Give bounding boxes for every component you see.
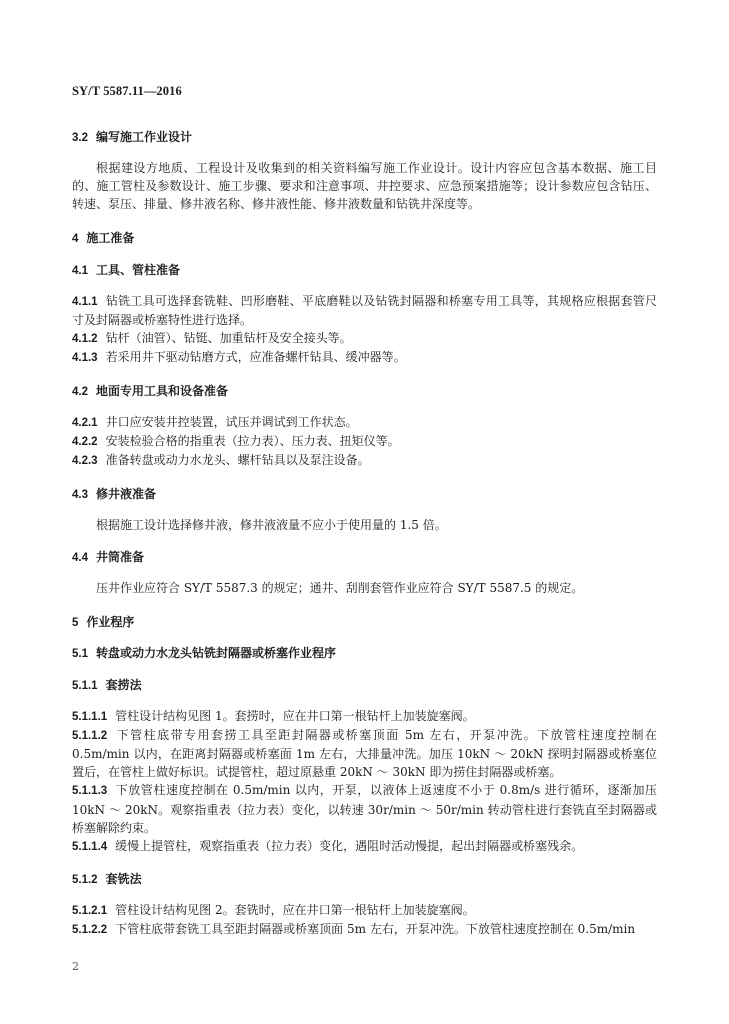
standard-header: SY/T 5587.11—2016 xyxy=(72,84,182,98)
clause-text: 管柱设计结构见图 1。套捞时，应在井口第一根钻杆上加装旋塞阀。 xyxy=(115,708,475,723)
page-number: 2 xyxy=(72,960,79,973)
section-heading xyxy=(72,548,657,567)
section-number: 5.1.1 xyxy=(72,679,98,692)
section-heading xyxy=(72,382,657,401)
section-heading xyxy=(72,870,657,889)
paragraph: 根据施工设计选择修井液，修井液液量不应小于使用量的 1.5 倍。 xyxy=(96,517,447,532)
clause-text: 下管柱底带套铣工具至距封隔器或桥塞顶面 5m 左右，开泵冲洗。下放管柱速度控制在 0.5m/min xyxy=(115,922,636,937)
section-number: 4.4 xyxy=(72,551,88,564)
section-title: 作业程序 xyxy=(86,615,135,629)
section-title: 井筒准备 xyxy=(96,549,145,564)
clause xyxy=(72,413,657,432)
section-title: 编写施工作业设计 xyxy=(96,130,193,144)
clause xyxy=(72,920,657,939)
section-heading xyxy=(72,485,657,504)
section-heading xyxy=(72,261,657,280)
section-title: 套捞法 xyxy=(105,677,142,692)
clause-number: 4.1.2 xyxy=(72,333,98,345)
clause-number: 5.1.1.2 xyxy=(72,730,108,742)
clause-text: 准备转盘或动力水龙头、螺杆钻具以及泵注设备。 xyxy=(105,453,370,468)
section-title: 修井液准备 xyxy=(96,486,157,501)
clause xyxy=(72,348,657,367)
clause-text: 若采用井下驱动钻磨方式，应准备螺杆钻具、缓冲器等。 xyxy=(105,350,406,365)
section-title: 工具、管柱准备 xyxy=(96,262,181,277)
clause xyxy=(72,432,657,451)
section-number: 3.2 xyxy=(72,132,88,144)
section-title: 施工准备 xyxy=(86,231,135,246)
clause-text: 下放管柱速度控制在 0.5m/min 以内，开泵，以液体上返速度不小于 0.8m/s 进行循环，逐渐加压 10kN ～ 20kN。观察指重表（拉力表）变化，以转速 30r/min ～ 50r/min 转动管柱进行套铣直至封隔器或桥塞解除约束。 xyxy=(72,783,657,835)
clause-text: 缓慢上提管柱，观察指重表（拉力表）变化，遇阻时活动慢提，起出封隔器或桥塞残余。 xyxy=(115,838,584,853)
section-number: 4.3 xyxy=(72,488,88,501)
section-heading xyxy=(72,128,657,147)
section-number: 4 xyxy=(72,233,79,246)
section-number: 4.2 xyxy=(72,385,88,398)
section-title: 转盘或动力水龙头钻铣封隔器或桥塞作业程序 xyxy=(96,646,337,661)
section-number: 5.1.2 xyxy=(72,873,98,886)
clause xyxy=(72,726,657,781)
clause-number: 5.1.1.1 xyxy=(72,710,108,723)
clause xyxy=(72,451,657,470)
clause xyxy=(72,837,657,856)
clause-text: 钻铣工具可选择套铣鞋、凹形磨鞋、平底磨鞋以及钻铣封隔器和桥塞专用工具等，其规格应根据套管尺寸及封隔器或桥塞特性进行选择。 xyxy=(72,293,657,327)
section-title: 地面专用工具和设备准备 xyxy=(96,383,229,398)
clause-number: 4.1.1 xyxy=(72,295,98,308)
clause-number: 4.2.2 xyxy=(72,436,98,448)
paragraph: 根据建设方地质、工程设计及收集到的相关资料编写施工作业设计。设计内容应包含基本数据、施工目的、施工管柱及参数设计、施工步骤、要求和注意事项、井控要求、应急预案措施等；设计参数应包含钻压、转速、泵压、排量、修井液名称、修井液性能、修井液数量和钻铣井深度等。 xyxy=(72,161,657,212)
clause xyxy=(72,292,657,329)
clause-text: 钻杆（油管）、钻铤、加重钻杆及安全接头等。 xyxy=(105,331,352,345)
section-heading xyxy=(72,676,657,695)
document-body xyxy=(72,112,657,940)
section-heading xyxy=(72,229,657,248)
clause-number: 5.1.1.3 xyxy=(72,785,108,798)
clause-number: 5.1.1.4 xyxy=(72,840,108,853)
clause-number: 5.1.2.1 xyxy=(72,905,108,917)
clause xyxy=(72,901,657,920)
clause xyxy=(72,781,657,836)
section-number: 4.1 xyxy=(72,264,88,277)
section-number: 5 xyxy=(72,617,79,629)
clause-number: 4.2.1 xyxy=(72,416,98,429)
clause xyxy=(72,707,657,726)
section-number: 5.1 xyxy=(72,648,88,661)
clause-text: 井口应安装井控装置，试压并调试到工作状态。 xyxy=(105,414,358,429)
clause-text: 下管柱底带专用套捞工具至距封隔器或桥塞顶面 5m 左右，开泵冲洗。下放管柱速度控制在 0.5m/min 以内，在距离封隔器或桥塞面 1m 左右，大排量冲洗。加压 10kN ～ 20kN 探明封隔器或桥塞位置后，在管柱上做好标识。试提管柱，超过原悬重 20kN ～ 30kN 即为捞住封隔器或桥塞。 xyxy=(72,728,657,780)
section-title: 套铣法 xyxy=(105,871,142,886)
clause xyxy=(72,329,657,348)
clause-text: 安装检验合格的指重表（拉力表）、压力表、扭矩仪等。 xyxy=(105,434,400,448)
clause-number: 4.1.3 xyxy=(72,352,98,365)
paragraph: 压井作业应符合 SY/T 5587.3 的规定；通井、刮削套管作业应符合 SY/T 5587.5 的规定。 xyxy=(96,581,584,595)
clause-number: 5.1.2.2 xyxy=(72,924,108,937)
section-heading xyxy=(72,644,657,663)
section-heading xyxy=(72,613,657,632)
clause-text: 管柱设计结构见图 2。套铣时，应在井口第一根钻杆上加装旋塞阀。 xyxy=(115,903,475,917)
clause-number: 4.2.3 xyxy=(72,455,98,468)
